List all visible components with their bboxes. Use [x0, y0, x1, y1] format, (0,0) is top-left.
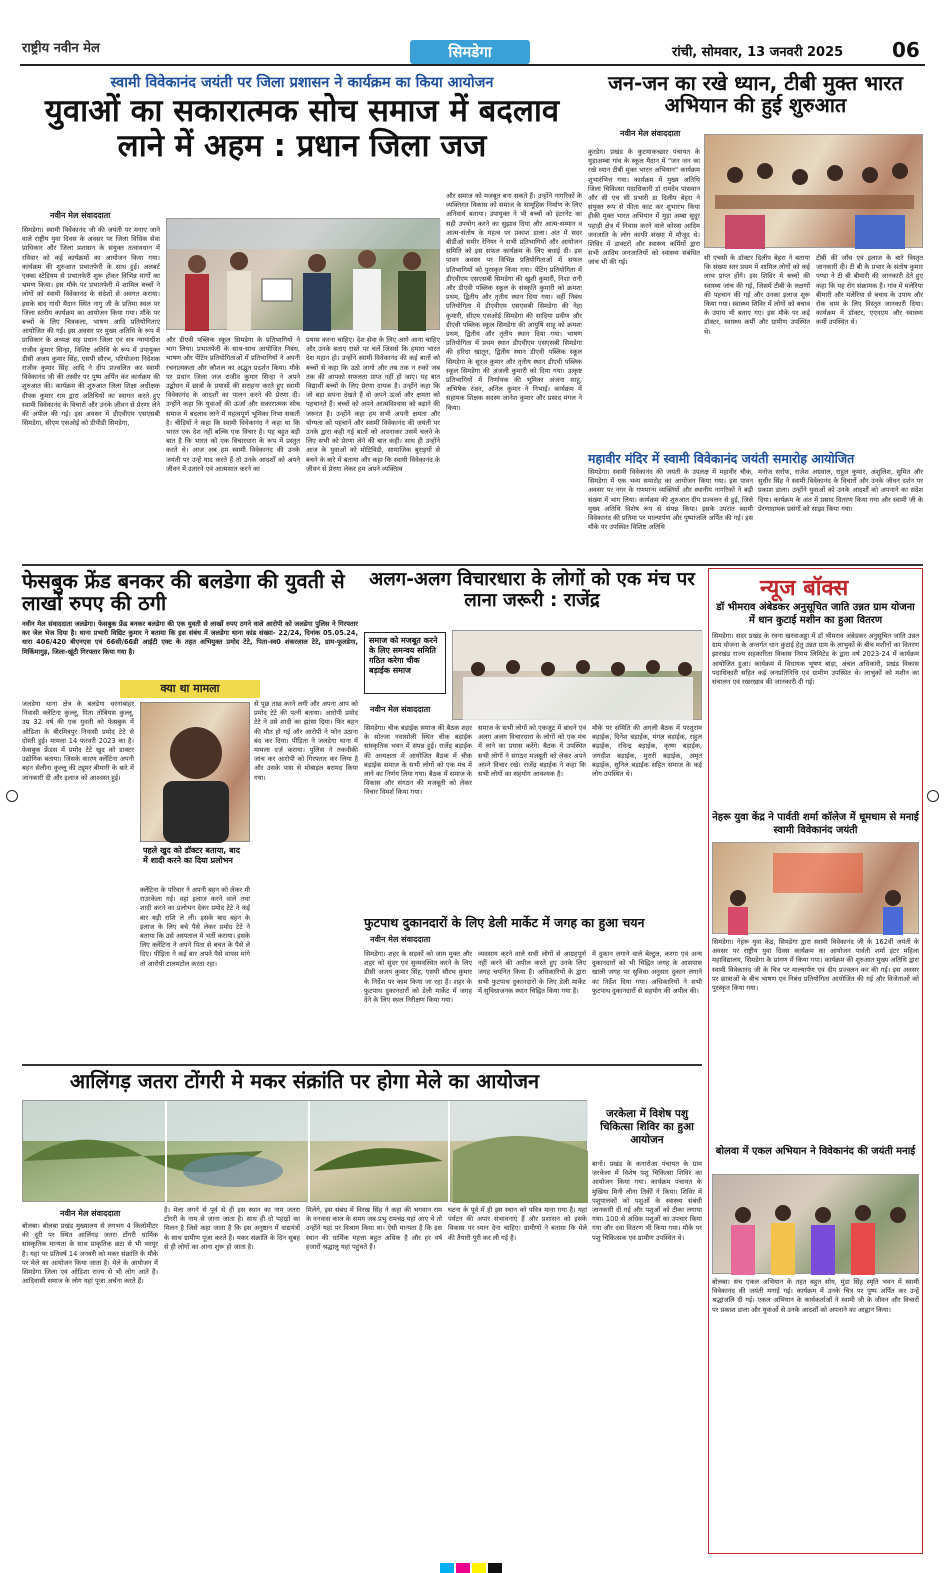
- lead-photo: [166, 218, 440, 330]
- fraud-accused-photo: [140, 702, 250, 842]
- tb-byline: नवीन मेल संवाददाता: [620, 129, 681, 138]
- tb-col-3: टीबी की जाँच एवं इलाज के बारे विस्तृत जानकारी दी। टी बी के प्रभार के संतोष कुमार पण्डा ने टी बी बीमारी की जानकारी देते हुए कहा कि यह रोग संक्रामक है। गांव में मलेरिया बीमारी और मलेरिया से बचाव के उपाय और रोक थाम के लिए विस्तृत जानकारी दिया। कार्यक्रम में डॉक्टर, एएनएम और स्वास्थ्य कर्मी उपस्थित थे।: [816, 254, 923, 327]
- tb-photo: [704, 134, 923, 248]
- mela-col-3: मिलेंगे, इस संबंध में विरख सिंह ने कहा की भगवान राम के वनवास काल के समय जब प्रभु रामचंद्र यहां आए थे तो उन्होंने यहां पर विश्राम किया था। ऐसी मान्यता है कि इस स्थान की धार्मिक महत्ता बहुत अधिक है और हर वर्ष हजारों श्रद्धालु यहां पहुंचते हैं।: [306, 1206, 442, 1251]
- tb-headline: जन-जन का रखे ध्यान, टीबी मुक्त भारत अभियान की हुई शुरुआत: [608, 71, 903, 118]
- pashu-headline: जरकेला में विशेष पशु चिकित्सा शिविर का हुआ आयोजन: [600, 1108, 694, 1147]
- pashu-text: बानो। प्रखंड के कनारोआ पंचायत के ग्राम जरकेला में विशेष पशु चिकित्सा शिविर का आयोजन किया गया। कार्यक्रम पंचायत के मुखिया मिनी लीना तिर्की ने किया। शिविर में पशुपालकों को पशुओं के स्वास्थ्य संबंधी जानकारी दी गई और पशुओं को टीका लगाया गया। 100 से अधिक पशुओं का उपचार किया गया और दवा वितरण भी किया गया। मौके पर पशु चिकित्सक एवं ग्रामीण उपस्थित थे।: [592, 1160, 702, 1242]
- accused-portrait-icon: [141, 703, 251, 843]
- news-box-headline-1: डॉ भीमराव अंबेडकर अनुसूचित जाति उन्नत ग्राम योजना में धान कुटाई मशीन का हुआ वितरण: [716, 602, 915, 626]
- news-box-text-2: सिमडेगा। नेहरू युवा केंद्र, सिमडेगा द्वारा स्वामी विवेकानंद जी के 162वीं जयंती के अवसर पर राष्ट्रीय युवा दिवस कार्यक्रम का आयोजन पार्वती शर्मा इंटर महिला महाविद्यालय, सिमडेगा के प्रांगण में किया गया। कार्यक्रम की शुरुआत मुख्य अतिथि द्वारा स्वामी विवेकानंद जी के चित्र पर माल्यार्पण एवं दीप प्रज्वलन कर की गई। इस अवसर पर छात्राओं के बीच भाषण एवं निबंध प्रतियोगिता आयोजित की गई और विजेताओं को पुरस्कृत किया गया।: [712, 938, 919, 993]
- lead-col-3: प्रयास करना चाहिए। देश सेवा के लिए आगे आना चाहिए और उनके बताए रास्ते पर चलें जिससे कि हमारा भारत देश महान हो। उन्होंने स्वामी विवेकानंद की कई बातों को बच्चों से कहा कि उठो जागो और तब तक न रुको जब तक की आपको सफलता प्राप्त नहीं हो जाए। यह बात विद्यार्थी बच्चों के लिए प्रेरणा दायक है। उन्होंने कहा कि जो बड़ा सपना देखते हैं वो अपने ऊर्जा और क्षमता को पहचानते हैं। बच्चों को अपने आत्मविश्वास को बढ़ाने की जरूरत है। उन्होंने कहा हम सभी अपनी क्षमता और योग्यता को पहचानें और स्वामी विवेकानंद की जयंती पर उनके द्वारा कही गई बातों को अपनाकर उसमें चलने के लिए सभी को प्रेरणा लेने की बात कही। साथ ही उन्होंने आज के युवाओं को मोटिविडी, सामाजिक बुराइयों से बचने के बारे में बताया और कहा कि स्वामी विवेकानंद के जीवन से प्रेरणा लेकर हम अपने व्यक्तित्व: [306, 336, 440, 473]
- lead-photo-figures-icon: [167, 219, 441, 331]
- footpath-col-3: में दुकान लगाने वाले बेल्टुल, करगा एवं अन्य दुकानदारों को भी चिह्नित जगह के आसपास खाली जगह पर सुविधा अनुसार दुकान लगाने का निर्देश दिया गया। अधिकारियों ने सभी फुटपाथ दुकानदारों से सहयोग की अपील की।: [592, 950, 702, 995]
- news-box-photo-3: [712, 1174, 919, 1274]
- rajendra-col-1: सिमडेगा। चीक बड़ाईक समाज की बैठक शहर के सोल्जा नवासोली स्थित चीक बड़ाईक सांस्कृतिक भवन में संपन्न हुई। राजेंद्र बड़ाईक की अध्यक्षता में आयोजित बैठक में चीक बड़ाईक समाज के सभी लोगों को एक मंच में लाने का निर्णय लिया गया। बैठक में समाज के विकास और संगठन की मजबूती को लेकर विचार विमर्श किया गया।: [364, 724, 472, 797]
- news-box-photo-2-event-icon: [713, 843, 920, 935]
- footpath-col-2: व्यवसाय करने वाले सभी लोगों से आग्रहपूर्ण नहीं करने की अपील करते हुए उनके लिए जगह चयनित किया है। अधिकारियों के द्वारा सभी फुटपाथ दुकानदारों के लिए डेली मार्केट में सुविधाजनक स्थान चिह्नित किया गया है।: [478, 950, 586, 995]
- tb-col-2: सी एचसी के डॉक्टर दिलीप बेहरा ने बताया कि संख्या स्तर प्रथम में शामिल लोगों को कई लाभ प्राप्त होंगे। इस शिविर में बच्चों की स्वास्थ्य जांच की गई, जिसमें टीबी के लक्षणों की पहचान की गई और उनका इलाज शुरू किया गया। स्वास्थ्य शिविर में लोगों को बचाव के उपाय भी बताए गए। इस मौके पर कई डॉक्टर, स्वास्थ्य कर्मी और ग्रामीण उपस्थित थे।: [704, 254, 810, 336]
- footpath-byline: नवीन मेल संवाददाता: [370, 935, 431, 944]
- issue-date: रांची, सोमवार, 13 जनवरी 2025: [672, 45, 844, 60]
- footpath-headline: फुटपाथ दुकानदारों के लिए डेली मार्केट में जगह का हुआ चयन: [364, 915, 645, 930]
- tb-photo-crowd-icon: [705, 135, 924, 249]
- fraud-box-tab: क्या था मामला: [120, 680, 260, 698]
- fraud-headline: फेसबुक फ्रेंड बनकर की बलडेगा की युवती से लाखों रुपए की ठगी: [22, 569, 345, 616]
- rajendra-quote-box: समाज को मजबूत करने के लिए समन्वय समिति गठित करेगा चीक बड़ाईक समाज: [364, 632, 446, 694]
- news-box-photo-2: [712, 842, 919, 934]
- newspaper-logo: राष्ट्रीय नवीन मेल: [22, 41, 100, 56]
- rajendra-headline: अलग-अलग विचारधारा के लोगों को एक मंच पर लाना जरूरी : राजेंद्र: [369, 569, 695, 611]
- fraud-col-1: जलडेगा थाना क्षेत्र के बलडेगा धरनाबाहर निवासी क्लेंटिना कुल्लू, पिता तोबियस कुल्लू, उम्र 32 वर्ष की एक युवती को फेसबुक में ओडिशा के बीरमित्रपुर निवासी प्रमोद टेटे से दोस्ती हुई। मामला 14 फरवरी 2023 का है। फेसबुक फ्रेंडस में प्रमोद टेटे खुद को डाक्टर उद्योगिक बताया। जिसके कारण क्लेंटिना अपनी बहन सेलीना कुल्लू की ट्यूमर बीमारी के बारे में जानकारी दी और इलाज को आश्वस्त हुई।: [22, 700, 134, 782]
- fraud-photo-caption: पहले खुद को डॉक्टर बताया, बाद में शादी करने का दिया प्रलोभन: [140, 844, 250, 868]
- registration-mark-right: [927, 790, 939, 802]
- fraud-col-2: क्लेंटिना के परिवार ने अपनी बहन को लेकर मी राउरकेला गई। वहां इलाज करने वाले तथा शादी करने का प्रलोभन देकर प्रमोद टेटे ने कई बार बड़ी राशि ले ली। इसके बाद बहन के इलाज के लिए बचे पैसे लेकर प्रमोद टेटे ने बताया कि उसे अस्पताल में भर्ती कराया। इसके लिए क्लेंटिना ने अपने पिता से बचत के पैसे ले दिए। पीड़िता ने कई बार अपने पैसे वापस मांगे तो आरोपी टालमटोल करता रहा।: [140, 886, 250, 968]
- mela-col-2: है। मेला लगने से पूर्व से ही इस स्थान का नाम जतरा टोंगरी के नाम से जाना जाता है। साथ ही दो पहाड़ों का मिलन है जिसे कहा जाता है कि इस अनुष्ठान में वाद्ययंत्रों के साथ ग्रामीण पूजा करते हैं। मकर संक्रांति के दिन सुबह से ही लोगों का आना शुरू हो जाता है।: [164, 1206, 300, 1251]
- tb-col-1: कुरडेग। प्रखंड के कुटमाकच्छार पंचायत के मुड़ाअम्बा गांव के स्कूल मैदान में "जन जन का रखे ध्यान टीबी मुक्त भारत अभियान" कार्यक्रम शुभारंभित्त गया। कार्यक्रम में मुख्य अतिथि जिला चिकित्सा पदाधिकारी डॉ रामदेव पासवान और सी एच सी प्रभारी डा दिलीप बेहरा ने संयुक्त रूप से फीता काट कर शुभारंभ किया हीकी मुक्त भारत अभियान में मुड़ा अम्बा सुदूर पहाड़ी क्षेत्र में निवास करने वाले कोरवा आदिम जनजाति के लोग काफी संख्या में मौजूद थे। शिविर में डाक्टरों और स्वास्थ्य कर्मियों द्वारा सभी आदिम जनजातियों को स्वास्थ्य संबंधित जांच भी की गई।: [588, 148, 700, 267]
- lead-col-4: और समाज को मजबूत बना सकते हैं। उन्होंने नागरिकों के व्यक्तिगत विकास को समाज के सामूहिक निर्माण के लिए अनिवार्य बताया। उपायुक्त ने भी बच्चों को इंटरनेट का सही उपयोग करने का सुझाव दिया और आत्म-सम्मान व आत्म-संतोष के महत्व पर प्रकाश डाला। अंत में सदर बीडीओ समीर रेनियर ने सभी प्रतिभागियों और आयोजन समिति को इस सफल कार्यक्रम के लिए बधाई दी। इस पावन अवसर पर विभिन्न प्रतियोगिताओं में सफल प्रतिभागियों को पुरस्कृत किया गया। पेंटिंग प्रतियोगिता में डीएवीएम एसएसबी सिमडेगा की खुशी कुमारी, निशा रानी और डीएवी पब्लिक स्कूल के संस्कृति कुमारी को क्रमशः प्रथम, द्वितीय और तृतीय स्थान दिया गया। वहीं निबंध प्रतियोगिता में डीएवीएम एसएसबी सिमडेगा की नेहा कुमारी, सीएम एसओई सिमडेगा की सादिया प्रवीण और डीएवी पब्लिक स्कूल सिमडेगा की आयुषि साहू को क्रमशः प्रथम, द्वितीय और तृतीय स्थान दिया गया। भाषण प्रतियोगिता में प्रथम स्थान डीएवीएम एसएसबी सिमडेगा की हरिदा खातून, द्वितीय स्थान डीएवी पब्लिक स्कूल सिमडेगा के सूरज कुमार और तृतीय स्थान डीएवी पब्लिक स्कूल सिमडेगा की अंजली कुमारी को दिया गया। उत्कृष्ट प्रतिभागियों में निर्णायक की भूमिका अंजना साहू, अभिषेक रंजन, अनिल कुमार ने निभाई। कार्यक्रम में सहायक शिक्षक सदस्य जानेश कुमार और प्रसाद मंगल ने किया।: [446, 192, 582, 412]
- section-tab: सिमडेगा: [410, 40, 530, 64]
- mahavir-col-1: सिमडेगा। स्वामी विवेकानंद की जयंती के उपलक्ष में महावीर चौक, सिमडेगा में एक भव्य समारोह का आयोजन किया गया। इस पावन अवसर पर नगर के गणमान्य व्यक्तियों और स्थानीय नागरिकों ने बड़ी संख्या में भाग लिया। कार्यक्रम की शुरुआत दीप प्रज्वलन से हुई, जिसे मुख्य अतिथि विशेष रूप से संपन्न किया। इसके उपरांत स्वामी विवेकानंद की प्रतिमा पर माल्यार्पण और पुष्पांजलि अर्पित की गई। इस मौके पर उपस्थित विशिष्ट अतिथि: [588, 468, 753, 532]
- lead-col-2: और डीएवी पब्लिक स्कूल सिमडेगा के प्रतिभागियों ने भाग लिया। प्रभातफेरी के साथ-साथ आयोजित निबंध, भाषण और पेंटिंग प्रतियोगिताओं में प्रतिभागियों ने अपनी रचनात्मकता और कौशल का अद्भुत प्रदर्शन किया। मौके पर प्रधान जिला जज राजीव कुमार सिन्हा ने अपने उद्बोधन में छात्रों के प्रयासों की सराहना करते हुए स्वामी विवेकानंद के आदर्शों का पालन करने की प्रेरणा दी। उन्होंने कहा कि युवाओं की ऊर्जा और सकारात्मक सोच समाज में बदलाव लाने में महत्वपूर्ण भूमिका निभा सकती है। चीड़ियों ने कहा कि स्वामी विवेकानंद ने कहा था कि भारत एक देश नहीं बल्कि एक विचार है। यह बहुत बड़ी बात है कि भारत को एक विचारधारा के रूप में प्रस्तुत करते थे। आज अब हम स्वामी विवेकानंद की उनके जयंती पर उन्हें याद करते हैं तो उनके आदर्शों को अपने जीवन में उतारने एवं आत्मसात करने का: [166, 336, 300, 473]
- news-box-title: न्यूज बॉक्स: [760, 576, 849, 601]
- lead-col-1: सिमडेगा। स्वामी विवेकानंद जी की जयंती पर मनाए जाने वाले राष्ट्रीय युवा दिवस के अवसर पर जिला विधिक सेवा प्राधिकार और जिला प्रशासन के संयुक्त तत्वावधान में रविवार को कई कार्यक्रमों का आयोजन किया गया। कार्यक्रम की शुरुआत प्रभातफेरी के साथ हुई। अलबर्ट एक्का स्टेडियम से प्रभातफेरी शुरू होकर विभिन्न मार्गों का भ्रमण किया। इस मौके पर प्रभातफेरी में शामिल बच्चों ने लोगों को स्वामी विवेकानंद के संदेशों से अवगत कराया। इसके बाद गांधी मैदान स्थित नागु जी के प्रतिमा स्थल पर जिला स्तरीय कार्यक्रम का आयोजन किया गया। मौके पर बच्चों के लिए चित्रकला, भाषण आदि प्रतियोगिताएं आयोजित की गईं। इस अवसर पर मुख्य अतिथि के रूप में प्राधिकार के अध्यक्ष सह प्रधान जिला एवं सत्र न्यायाधीश राजीव कुमार सिन्हा, विशिष्ट अतिथि के रूप में उपायुक्त डीसी अजय कुमार सिंह, एसपी सौरभ, परियोजना निदेशक राजीव कुमार सिंह आदि ने दीप प्रज्वलित कर स्वामी विवेकानंद जी की तस्वीर पर पुष्प अर्पित कर कार्यक्रम की शुरुआत की। कार्यक्रम की शुरुआत जिला शिक्षा अधीक्षक दीपक कुमार राम द्वारा अतिथियों का स्वागत करते हुए स्वामी विवेकानंद के विचारों और उनके जीवन से प्रेरणा लेने की अपील की गई। इस अवसर में डीएवीएम एसएसबी सिमडेगा, सीएम एसओई को डीपीडी सिमडेगा,: [22, 226, 160, 428]
- section-divider: [22, 564, 923, 566]
- page-number: 06: [892, 38, 920, 62]
- rajendra-photo: [452, 630, 702, 720]
- news-box-headline-2: नेहरू युवा केंद्र ने पार्वती शर्मा कॉलेज में धूमधाम से मनाई स्वामी विवेकानंद जयंती: [712, 812, 919, 836]
- mela-byline: नवीन मेल संवाददाता: [60, 1209, 121, 1218]
- mahavir-headline: महावीर मंदिर में स्वामी विवेकानंद जयंती समारोह आयोजित: [588, 451, 855, 466]
- news-box-photo-3-group-icon: [713, 1175, 920, 1275]
- mela-headline: आलिंगड़ जतरा टोंगरी मे मकर संक्रांति पर होगा मेले का आयोजन: [69, 1069, 540, 1093]
- rajendra-byline: नवीन मेल संवाददाता: [370, 705, 431, 714]
- lead-headline: युवाओं का सकारात्मक सोच समाज में बदलाव लाने में अहम : प्रधान जिला जज: [44, 93, 560, 164]
- news-box-headline-3: बोलवा में एकल अभियान ने विवेकानंद की जयंती मनाई: [715, 1146, 916, 1157]
- footpath-col-1: सिमडेगा। शहर के सड़कों को जाम मुक्त और शहर को सुंदर एवं सुव्यवस्थित करने के लिए डीसी अजय कुमार सिंह, एसपी सौरभ कुमार के निर्देश पर काम किया जा रहा है। शहर के फुटपाथ दुकानदारों को डेली मार्केट में जगह देने के लिए स्थल निरीक्षण किया गया।: [364, 950, 472, 1005]
- mela-col-1: बोलबा। बोलबा प्रखंड मुख्यालय से लगभग 4 किलोमीटर की दूरी पर स्थित आलिंगड़ जतरा टोंगरी धार्मिक सांस्कृतिक मान्यता के साथ प्राकृतिक छटा से भी भरपूर है। यहां पर प्रतिवर्ष 14 जनवरी को मकर संक्रांति के मौके पर मेले का आयोजन किया जाता है। मेले के आयोजन में सिमडेगा जिला एवं ओड़िशा राज्य से भी लोग आते हैं। आदिवासी समाज के लोग यहां पूजा अर्चना करते हैं।: [22, 1222, 158, 1286]
- lead-kicker: स्वामी विवेकानंद जयंती पर जिला प्रशासन ने कार्यक्रम का किया आयोजन: [110, 75, 494, 91]
- registration-mark-left: [6, 790, 18, 802]
- mahavir-col-2: मनोज सर्राफ, राजेश अग्रवाल, राहुल कुमार, अंशुलिश, सुमित और सुधीर सिंह ने स्वामी विवेकानंद के विचारों और उनके जीवन दर्शन पर प्रकाश डाला। उन्होंने युवाओं को उनके आदर्शों को अपनाने का संदेश दिया। कार्यक्रम के अंत में प्रसाद वितरण किया गया और स्वामी जी के प्रेरणादायक प्रसंगों को साझा किया गया।: [758, 468, 923, 513]
- mela-landscape-icon: [23, 1101, 588, 1203]
- mela-photo-strip: [22, 1100, 587, 1202]
- fraud-lede: नवीन मेल संवाददाता जलडेगा। फेसबुक फ्रेंड बनकर बलडेगा की एक युवती से लाखों रुपए ठगने वाले आरोपी को जलडेगा पुलिस ने गिरफ्तार कर जेल भेज दिया है। थाना प्रभारी विद्यिट कुमार ने बताया कि इस संबंध में जलडेगा थाना कांड संख्या- 22/24, दिनांक 05.05.24, धारा 406/420 बीएनएस एवं 66सी/66डी आईटी एक्ट के तहत अभियुक्त प्रमोद टेटे, पिता-स्व0 शंकरलाल टेटे, ग्राम-फूलडेगा, मिर्किमागुड़, जिला-खूंटी गिरफ्तार किया गया है।: [22, 620, 358, 656]
- rajendra-col-3: मौके पर समिति की अगली बैठक में परशुराम बड़ाईक, दिनेश बड़ाईक, मंगल बड़ाईक, राहुल बड़ाईक, रविन्द्र बड़ाईक, कृष्ण बड़ाईक, जगदीश बड़ाईक, मुरारी बड़ाईक, अमृत बड़ाईक, सुनिल बड़ाईक सहित समाज के कई लोग उपस्थित थे।: [592, 724, 702, 779]
- print-color-bar: [440, 1558, 504, 1573]
- news-box-text-3: बोलबा। संच एकल अभियान के तहत बहुत सोय, मुंडा सिंह स्मृति भवन में स्वामी विवेकानंद की जयंती मनाई गई। कार्यक्रम में उनके चित्र पर पुष्प अर्पित कर उन्हें श्रद्धांजलि दी गई। एकल अभियान के कार्यकर्ताओं ने स्वामी जी के जीवन और विचारों पर प्रकाश डाला और युवाओं से उनके आदर्शों को अपनाने का आह्वान किया।: [712, 1278, 919, 1314]
- mela-col-4: घटना के पूर्व में ही इस स्थान को पवित्र माना गया है। यहां पर्यटन की अपार संभावनाएं हैं और प्रशासन को इसके विकास पर ध्यान देना चाहिए। ग्रामीणों ने बताया कि मेले की तैयारी पूरी कर ली गई है।: [448, 1206, 587, 1242]
- fraud-col-3: से पूछ ताछ करने लगी और अपना आप को प्रमोद टेटे की पत्नी बताया। आरोपी प्रमोद टेटे ने उसे शादी का झांसा दिया। फिर बहन की मौत हो गई और आरोपी ने फोन उठाना बंद कर दिया। पीड़िता ने जलडेगा थाना में मामला दर्ज कराया। पुलिस ने तकनीकी जांच कर आरोपी को गिरफ्तार कर लिया है और उसके पास से मोबाइल बरामद किया गया।: [254, 700, 358, 782]
- news-box-text-1: सिमडेगा। सदर प्रखंड के रवना खरवाअड्डा में डॉ भीमराव अंबेडकर अनुसूचित जाति उन्नत ग्राम योजना के अन्तर्गत धान कुटाई हेतु उन्नत ग्राम के लाभुकों के बीच मशीनों का वितरण झारखंड राज्य सहकारिता विकास निगम लिमिटेड के द्वारा वर्ष 2023-24 में कार्यक्रम आयोजित हुआ। कार्यक्रम में विधायक भूषण बाड़ा, अंचल अधिकारी, प्रखंड विकास पदाधिकारी सहित कई जनप्रतिनिधि एवं ग्रामीण उपस्थित थे। लाभुकों को मशीन का संचालन एवं रखरखाव की जानकारी दी गई।: [712, 632, 919, 687]
- section-divider-2: [22, 1064, 702, 1066]
- lead-byline: नवीन मेल संवाददाता: [50, 211, 111, 220]
- rajendra-col-2: समाज के सभी लोगों को एकजुट में बांधने एवं अलग अलग विचारधारा के लोगों को एक मंच में लाने का प्रयास करेंगे। बैठक में उपस्थित सभी लोगों ने संगठन मजबूती को लेकर अपने अपने विचार रखे। राजेंद्र बड़ाईक ने कहा कि सभी लोगों का सहयोग आवश्यक है।: [478, 724, 586, 779]
- rajendra-photo-meeting-icon: [453, 631, 703, 721]
